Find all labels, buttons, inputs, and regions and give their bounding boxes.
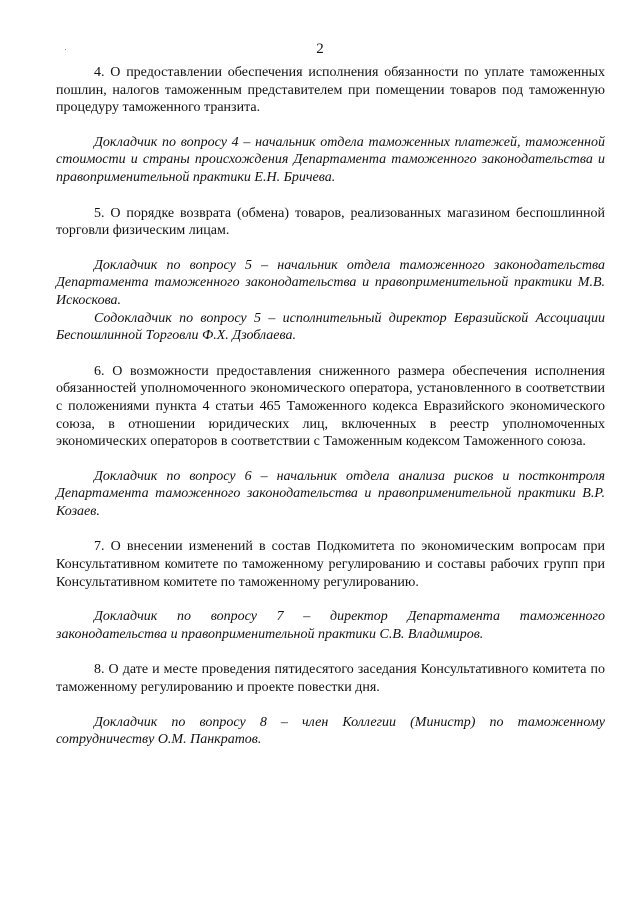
- agenda-content: [56, 64, 605, 749]
- speaker-item-4: Докладчик по вопросу 4 – начальник отдела таможенных платежей, таможенной стоимости и страны происхождения Департамента таможенного законодательства и правоприменительной практики Е.Н. Бричева.: [56, 134, 605, 185]
- agenda-item-7: 7. О внесении изменений в состав Подкомитета по экономическим вопросам при Консультативном комитете по таможенному регулированию и составы рабочих групп при Консультативном комитете по таможенному регулированию.: [56, 539, 605, 590]
- agenda-item-4: 4. О предоставлении обеспечения исполнения обязанности по уплате таможенных пошлин, налогов таможенным представителем при помещении товаров под таможенную процедуру таможенного транзита.: [56, 65, 605, 116]
- agenda-item-8: 8. О дате и месте проведения пятидесятого заседания Консультативного комитета по таможенному регулированию и проекте повестки дня.: [56, 662, 605, 696]
- speaker-item-5: Докладчик по вопросу 5 – начальник отдела таможенного законодательства Департамента таможенного законодательства и правоприменительной практики М.В. Искоскова.: [56, 257, 605, 308]
- speaker-item-6: Докладчик по вопросу 6 – начальник отдела анализа рисков и постконтроля Департамента таможенного законодательства и правоприменительной практики В.Р. Козаев.: [56, 468, 605, 519]
- co-speaker-item-5: Содокладчик по вопросу 5 – исполнительный директор Евразийской Ассоциации Беспошлинной Торговли Ф.Х. Дзоблаева.: [56, 310, 605, 344]
- agenda-item-6: 6. О возможности предоставления сниженного размера обеспечения исполнения обязанностей уполномоченного экономического оператора, установленного в соответствии с положениями пункта 4 статьи 465 Таможенного кодекса Евразийского экономического союза, в отношении юридических лиц, включенных в реестр уполномоченных экономических операторов в соответствии с Таможенным кодексом Таможенного союза.: [56, 363, 605, 450]
- speaker-item-8: Докладчик по вопросу 8 – член Коллегии (Министр) по таможенному сотрудничеству О.М. Панкратов.: [56, 714, 605, 748]
- speaker-item-7: Докладчик по вопросу 7 – директор Департамента таможенного законодательства и правоприменительной практики С.В. Владимиров.: [56, 609, 605, 642]
- page-number: 2: [316, 41, 324, 57]
- agenda-item-5: 5. О порядке возврата (обмена) товаров, реализованных магазином беспошлинной торговли физическим лицам.: [56, 205, 605, 239]
